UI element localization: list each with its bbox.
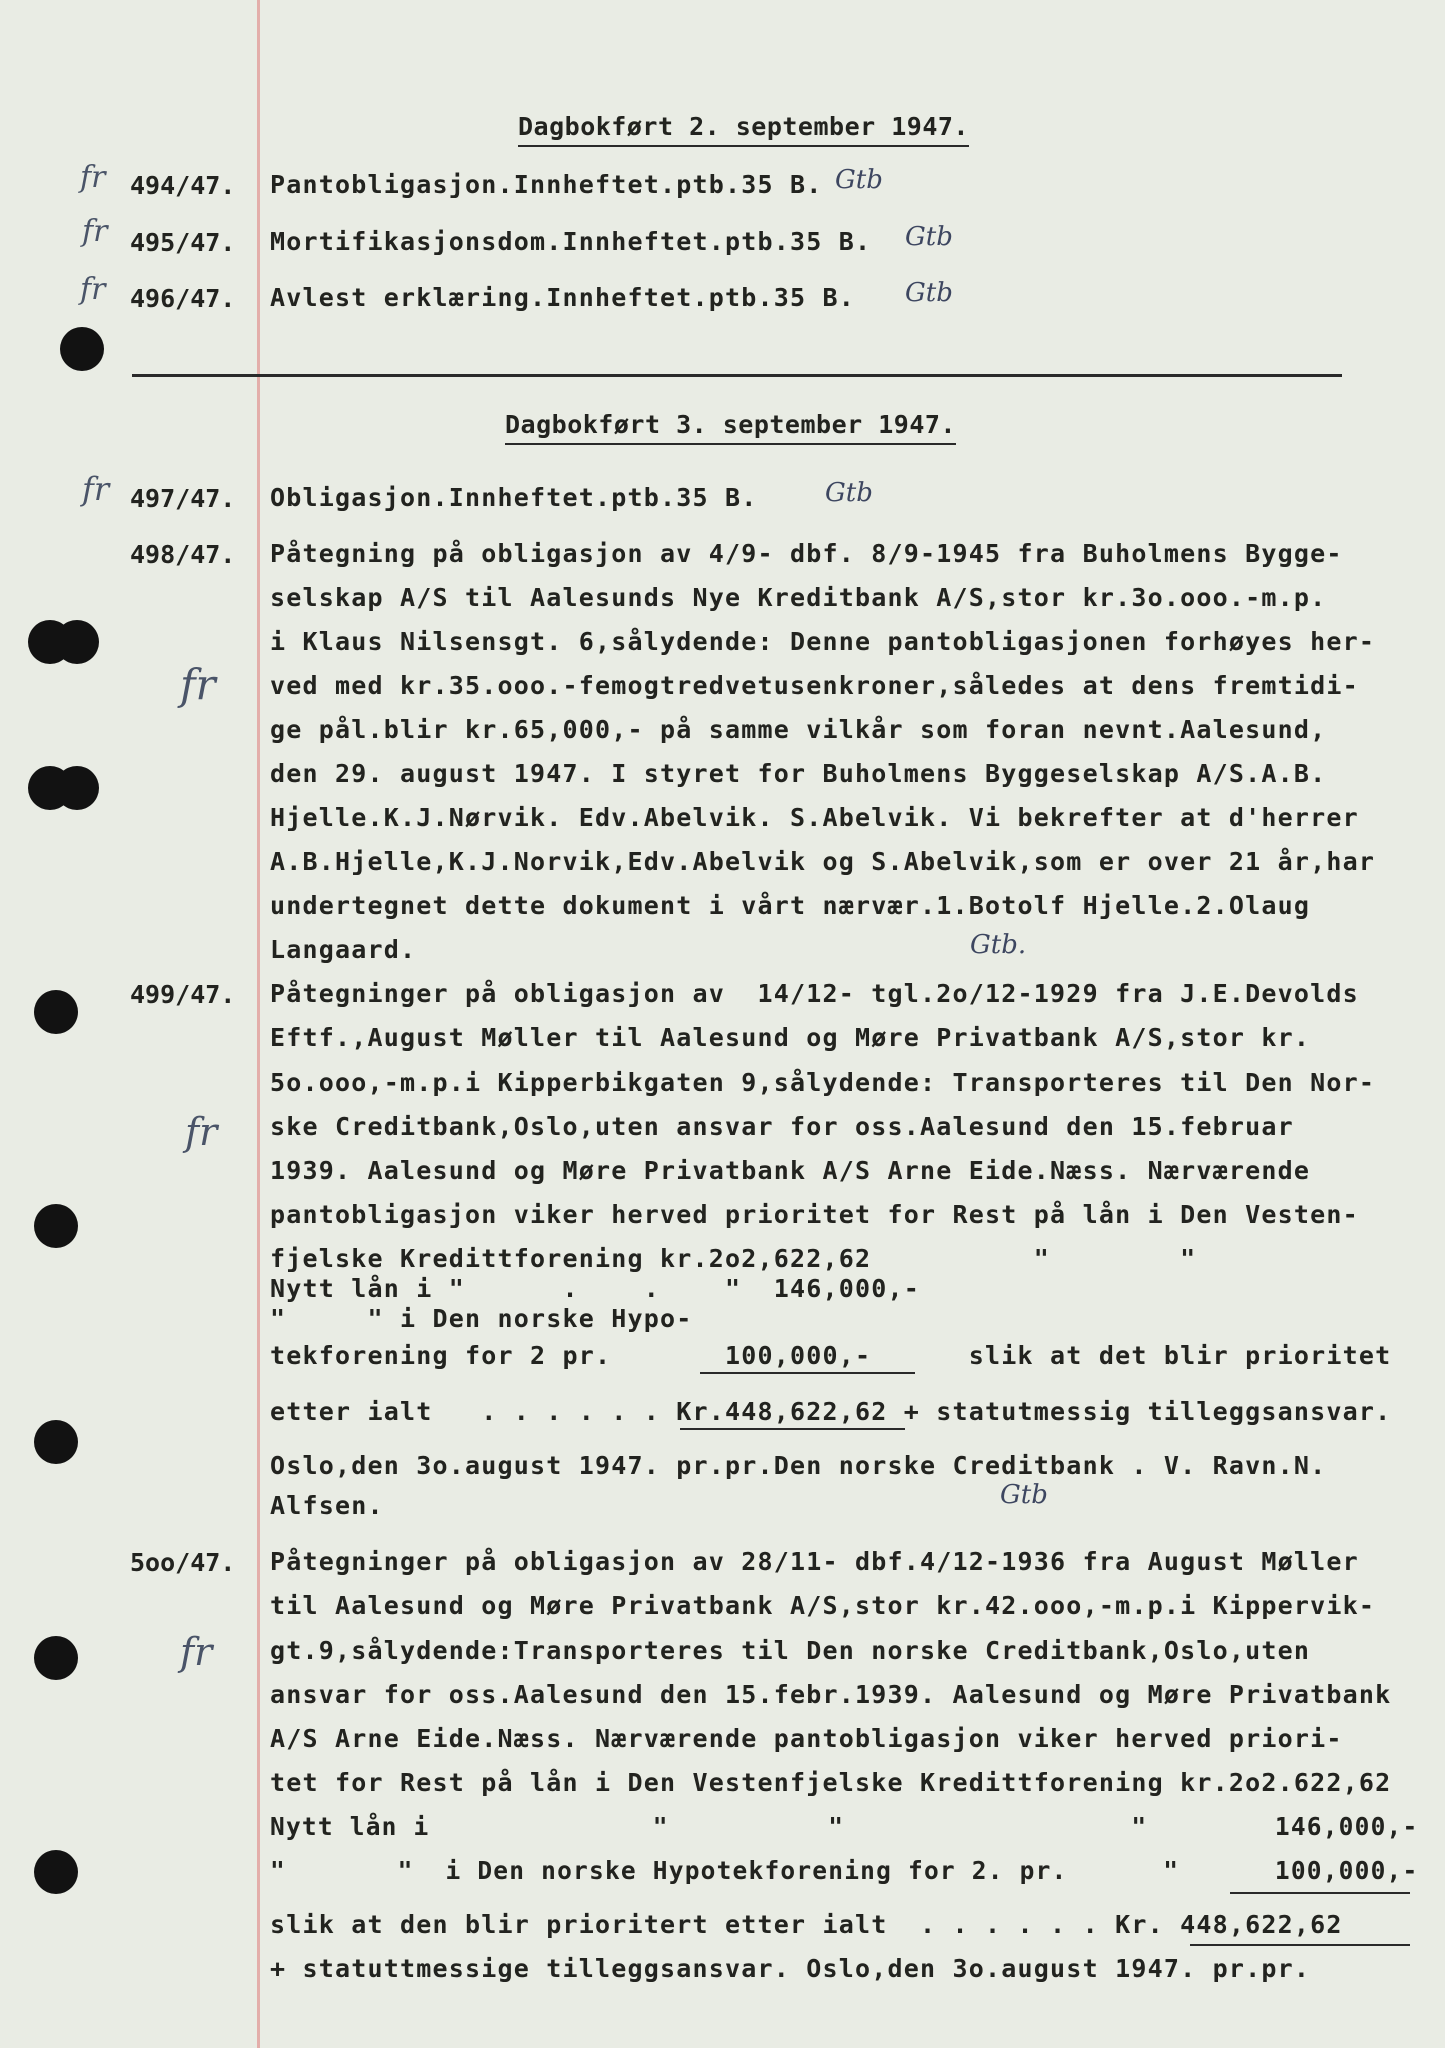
entry-line: ansvar for oss.Aalesund den 15.febr.1939. Aalesund og Møre Privatbank — [270, 1680, 1392, 1709]
entry-line: Nytt lån i " . . " 146,000,- — [270, 1274, 921, 1303]
total-underline — [680, 1428, 905, 1430]
entry-line: 1939. Aalesund og Møre Privatbank A/S Arne Eide.Næss. Nærværende — [270, 1156, 1311, 1185]
punch-hole — [55, 766, 99, 810]
entry-line: ske Creditbank,Oslo,uten ansvar for oss.Aalesund den 15.februar — [270, 1112, 1294, 1141]
entry-line: tekforening for 2 pr. 100,000,- slik at det blir prioritet — [270, 1341, 1392, 1370]
entry-line: den 29. august 1947. I styret for Buholmens Byggeselskap A/S.A.B. — [270, 759, 1327, 788]
entry-line: fjelske Kredittforening kr.2o2,622,62 " " — [270, 1244, 1197, 1273]
entry-number: 499/47. — [130, 980, 236, 1009]
entry-number: 497/47. — [130, 484, 236, 513]
punch-hole — [34, 1850, 78, 1894]
entry-line: etter ialt . . . . . . Kr.448,622,62 + statutmessig tilleggsansvar. — [270, 1397, 1392, 1426]
entry-line: pantobligasjon viker herved prioritet for Rest på lån i Den Vesten- — [270, 1200, 1359, 1229]
entry-line: slik at den blir prioritert etter ialt . . . . . . Kr. 448,622,62 — [270, 1910, 1343, 1939]
entry-line: undertegnet dette dokument i vårt nærvær.1.Botolf Hjelle.2.Olaug — [270, 891, 1311, 920]
entry-line: A.B.Hjelle,K.J.Norvik,Edv.Abelvik og S.Abelvik,som er over 21 år,har — [270, 847, 1376, 876]
punch-hole — [55, 620, 99, 664]
entry-line: ge pål.blir kr.65,000,- på samme vilkår som foran nevnt.Aalesund, — [270, 715, 1327, 744]
punch-hole — [34, 990, 78, 1034]
entry-text: Pantobligasjon.Innheftet.ptb.35 B. — [270, 170, 823, 199]
amount-underline — [700, 1372, 915, 1374]
entry-text: Obligasjon.Innheftet.ptb.35 B. — [270, 483, 758, 512]
margin-mark: fr — [180, 1630, 213, 1674]
clerk-initials: Gtb — [905, 278, 953, 308]
clerk-initials: Gtb — [835, 165, 883, 195]
entry-text: Mortifikasjonsdom.Innheftet.ptb.35 B. — [270, 227, 872, 256]
margin-mark: fr — [180, 660, 216, 709]
clerk-initials: Gtb — [825, 478, 873, 508]
clerk-initials: Gtb — [905, 222, 953, 252]
entry-line: Eftf.,August Møller til Aalesund og Møre Privatbank A/S,stor kr. — [270, 1023, 1311, 1052]
entry-number: 5oo/47. — [130, 1548, 236, 1577]
date-heading-1-text: Dagbokført 2. september 1947. — [518, 112, 969, 141]
entry-text: Avlest erklæring.Innheftet.ptb.35 B. — [270, 283, 856, 312]
date-heading-1 — [518, 112, 969, 141]
date-heading-2 — [505, 410, 956, 439]
heading-underline — [505, 443, 956, 445]
entry-line: Påtegninger på obligasjon av 14/12- tgl.2o/12-1929 fra J.E.Devolds — [270, 979, 1359, 1008]
total-underline — [1190, 1944, 1410, 1946]
margin-mark: fr — [82, 470, 110, 508]
punch-hole — [34, 1636, 78, 1680]
clerk-initials: Gtb — [1000, 1480, 1048, 1510]
clerk-initials: Gtb. — [970, 930, 1027, 960]
margin-mark: fr — [82, 214, 108, 249]
entry-line: i Klaus Nilsensgt. 6,sålydende: Denne pantobligasjonen forhøyes her- — [270, 627, 1376, 656]
margin-mark: fr — [80, 160, 106, 195]
entry-line: + statuttmessige tilleggsansvar. Oslo,den 3o.august 1947. pr.pr. — [270, 1954, 1311, 1983]
entry-number: 494/47. — [130, 171, 236, 200]
entry-number: 495/47. — [130, 228, 236, 257]
margin-line — [257, 0, 260, 2048]
amount-underline — [1230, 1892, 1410, 1894]
entry-line: 5o.ooo,-m.p.i Kipperbikgaten 9,sålydende: Transporteres til Den Nor- — [270, 1068, 1376, 1097]
entry-number: 496/47. — [130, 284, 236, 313]
entry-line: Alfsen. — [270, 1491, 384, 1520]
entry-line: " " i Den norske Hypo- — [270, 1304, 693, 1333]
entry-line: Langaard. — [270, 935, 417, 964]
entry-number: 498/47. — [130, 540, 236, 569]
punch-hole — [60, 327, 104, 371]
entry-line: til Aalesund og Møre Privatbank A/S,stor kr.42.ooo,-m.p.i Kippervik- — [270, 1591, 1376, 1620]
margin-mark: fr — [185, 1110, 218, 1154]
entry-line: Oslo,den 3o.august 1947. pr.pr.Den norske Creditbank . V. Ravn.N. — [270, 1451, 1327, 1480]
entry-line: " " i Den norske Hypotekforening for 2. pr. " 100,000,- — [270, 1856, 1419, 1885]
margin-mark: fr — [80, 272, 106, 307]
section-rule — [132, 374, 1342, 377]
date-heading-2-text: Dagbokført 3. september 1947. — [505, 410, 956, 439]
heading-underline — [518, 145, 969, 147]
punch-hole — [34, 1420, 78, 1464]
entry-line: selskap A/S til Aalesunds Nye Kreditbank A/S,stor kr.3o.ooo.-m.p. — [270, 583, 1327, 612]
entry-line: gt.9,sålydende:Transporteres til Den norske Creditbank,Oslo,uten — [270, 1636, 1311, 1665]
entry-line: Påtegning på obligasjon av 4/9- dbf. 8/9-1945 fra Buholmens Bygge- — [270, 539, 1343, 568]
entry-line: A/S Arne Eide.Næss. Nærværende pantobligasjon viker herved priori- — [270, 1724, 1343, 1753]
entry-line: ved med kr.35.ooo.-femogtredvetusenkroner,således at dens fremtidi- — [270, 671, 1359, 700]
punch-hole — [34, 1204, 78, 1248]
entry-line: Nytt lån i " " " 146,000,- — [270, 1812, 1419, 1841]
entry-line: Påtegninger på obligasjon av 28/11- dbf.4/12-1936 fra August Møller — [270, 1547, 1359, 1576]
entry-line: tet for Rest på lån i Den Vestenfjelske Kredittforening kr.2o2.622,62 — [270, 1768, 1392, 1797]
entry-line: Hjelle.K.J.Nørvik. Edv.Abelvik. S.Abelvik. Vi bekrefter at d'herrer — [270, 803, 1359, 832]
